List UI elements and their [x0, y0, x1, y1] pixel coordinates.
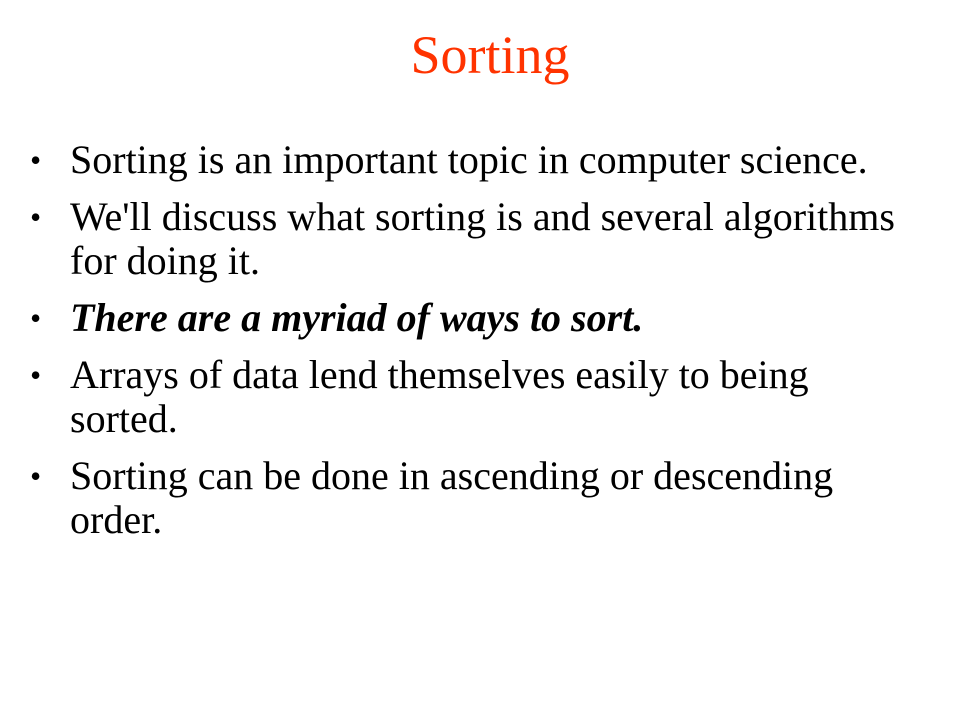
- bullet-item: [30, 296, 910, 340]
- bullet-icon: •: [30, 300, 42, 336]
- bullet-item: [30, 138, 910, 182]
- bullet-text-emphasized: There are a myriad of ways to sort.: [70, 295, 644, 340]
- bullet-icon: •: [30, 357, 42, 393]
- bullet-text: Arrays of data lend themselves easily to being sorted.: [70, 352, 809, 441]
- bullet-item: [30, 195, 910, 283]
- bullet-icon: •: [30, 199, 42, 235]
- bullet-icon: •: [30, 458, 42, 494]
- bullet-item: [30, 353, 910, 441]
- bullet-text: Sorting can be done in ascending or descending order.: [70, 453, 834, 542]
- bullet-list: [30, 138, 910, 555]
- bullet-text: We'll discuss what sorting is and several algorithms for doing it.: [70, 194, 895, 283]
- bullet-item: [30, 454, 910, 542]
- bullet-icon: •: [30, 142, 42, 178]
- bullet-text: Sorting is an important topic in computer science.: [70, 137, 868, 182]
- slide-title: Sorting: [410, 25, 570, 85]
